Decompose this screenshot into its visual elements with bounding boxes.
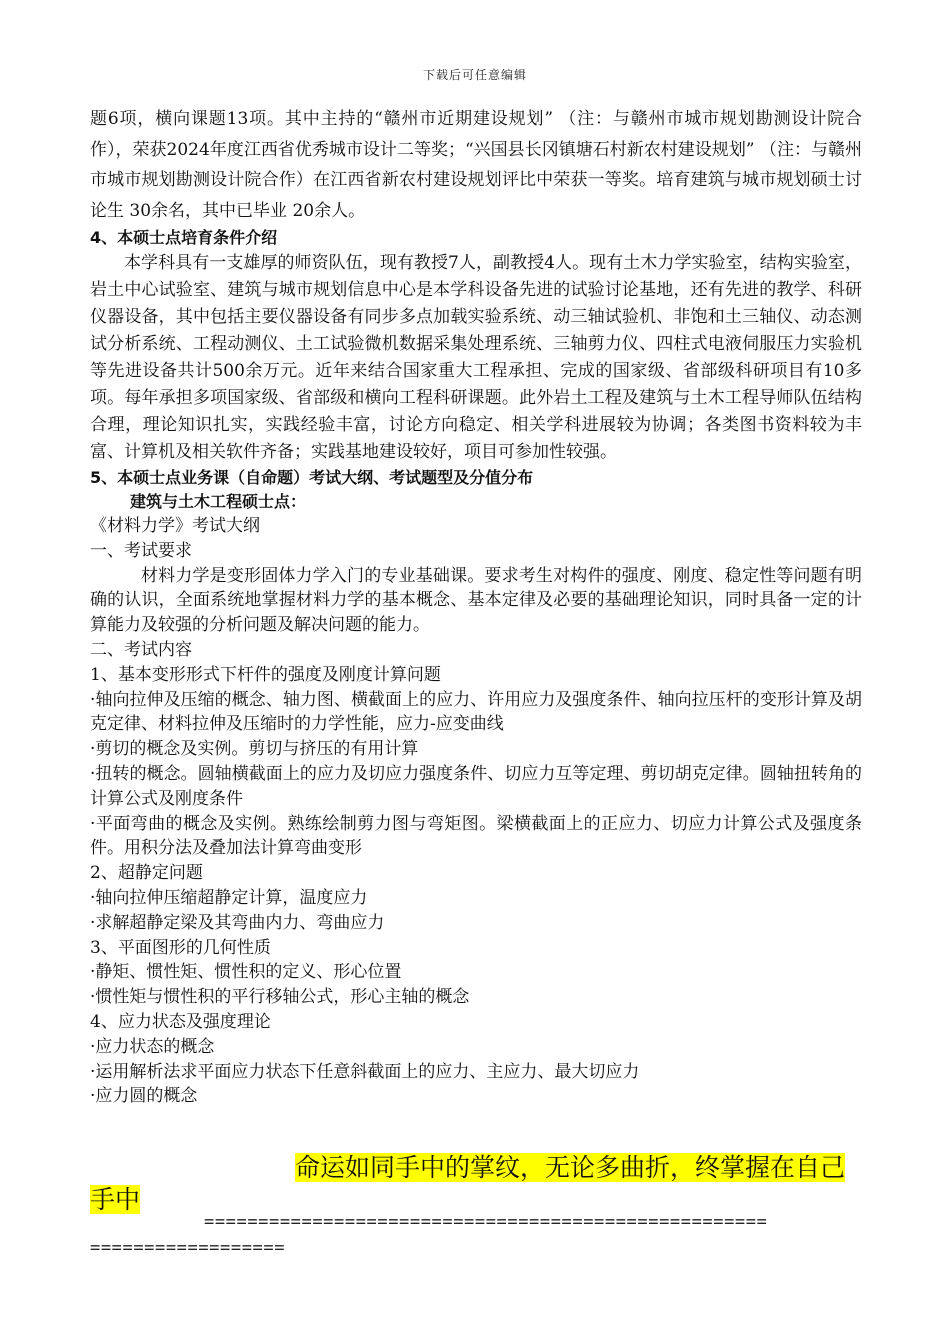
section-4-paragraph: 本学科具有一支雄厚的师资队伍，现有教授7人，副教授4人。现有土木力学实验室，结构实验室，岩土中心试验室、建筑与城市规划信息中心是本学科设备先进的试验讨论基地，还有先进的教学、科研仪器设备，其中包括主要仪器设备有同步多点加载实验系统、动三轴试验机、非饱和土三轴仪、动态测试分析系统、工程动测仪、土工试验微机数据采集处理系统、三轴剪力仪、四柱式电液伺服压力实验机等先进设备共计500余万元。近年来结合国家重大工程承担、完成的国家级、省部级科研项目有10多项。每年承担多项国家级、省部级和横向工程科研课题。此外岩土工程及建筑与土木工程导师队伍结构合理，理论知识扎实，实践经验丰富，讨论方向稳定、相关学科进展较为协调；各类图书资料较为丰富、计算机及相关软件齐备；实践基地建设较好，项目可参加性较强。 xyxy=(90,253,862,462)
topic-4-item-c: ·应力圆的概念 xyxy=(90,1086,198,1107)
topic-2-item-a: ·轴向拉伸压缩超静定计算，温度应力 xyxy=(90,887,368,908)
topic-2-item-b: ·求解超静定梁及其弯曲内力、弯曲应力 xyxy=(90,912,385,933)
separator-line-2: ================== xyxy=(90,1238,286,1258)
section-5-heading: 5、本硕士点业务课（自命题）考试大纲、考试题型及分值分布 xyxy=(90,468,534,487)
topic-1-item-shear: ·剪切的概念及实例。剪切与挤压的有用计算 xyxy=(90,739,419,760)
motto-line-1: 命运如同手中的掌纹，无论多曲折，终掌握在自己 xyxy=(295,1153,846,1182)
topic-4-item-a: ·应力状态的概念 xyxy=(90,1036,215,1057)
topic-2-heading: 2、超静定问题 xyxy=(90,863,203,884)
page-header: 下载后可任意编辑 xyxy=(422,68,527,82)
separator-line-1: ==================================================== xyxy=(204,1212,768,1232)
section-4-heading: 4、本硕士点培育条件介绍 xyxy=(90,228,278,247)
document-body xyxy=(90,104,862,1109)
motto-block xyxy=(90,1152,862,1216)
motto-line-2: 手中 xyxy=(90,1185,141,1214)
topic-3-item-b: ·惯性矩与惯性积的平行移轴公式，形心主轴的概念 xyxy=(90,987,470,1008)
topic-3-item-a: ·静矩、惯性矩、惯性积的定义、形心位置 xyxy=(90,962,402,983)
topic-4-heading: 4、应力状态及强度理论 xyxy=(90,1011,271,1032)
separator-block xyxy=(90,1209,767,1261)
topic-3-heading: 3、平面图形的几何性质 xyxy=(90,937,271,958)
syllabus-title: 《材料力学》考试大纲 xyxy=(90,516,260,536)
topic-1-item-torsion: ·扭转的概念。圆轴横截面上的应力及切应力强度条件、切应力互等定理、剪切胡克定律。圆轴扭转角的计算公式及刚度条件 xyxy=(90,763,862,809)
topic-1-heading: 1、基本变形形式下杆件的强度及刚度计算问题 xyxy=(90,664,441,685)
topic-1-item-axial: ·轴向拉伸及压缩的概念、轴力图、横截面上的应力、许用应力及强度条件、轴向拉压杆的变形计算及胡克定律、材料拉伸及压缩时的力学性能，应力-应变曲线 xyxy=(90,689,862,735)
exam-requirements-paragraph: 材料力学是变形固体力学入门的专业基础课。要求考生对构件的强度、刚度、稳定性等问题有明确的认识，全面系统地掌握材料力学的基本概念、基本定律及必要的基础理论知识，同时具备一定的计算能力及较强的分析问题及解决问题的能力。 xyxy=(90,565,862,636)
topic-1-item-bending: ·平面弯曲的概念及实例。熟练绘制剪力图与弯矩图。梁横截面上的正应力、切应力计算公式及强度条件。用积分法及叠加法计算弯曲变形 xyxy=(90,813,862,859)
topic-4-item-b: ·运用解析法求平面应力状态下任意斜截面上的应力、主应力、最大切应力 xyxy=(90,1061,640,1082)
exam-content-heading: 二、考试内容 xyxy=(90,639,192,660)
section-5-subheading: 建筑与土木工程硕士点： xyxy=(130,492,307,511)
exam-requirements-heading: 一、考试要求 xyxy=(90,540,192,561)
intro-paragraph: 题6项，横向课题13项。其中主持的“赣州市近期建设规划” （注：与赣州市城市规划勘测设计院合作），荣获2024年度江西省优秀城市设计二等奖；“兴国县长冈镇塘石村新农村建设规划” （注：与赣州市城市规划勘测设计院合作）在江西省新农村建设规划评比中荣获一等奖。培育建筑与城市规划硕士讨论生 30余名，其中已毕业 20余人。 xyxy=(90,109,862,221)
